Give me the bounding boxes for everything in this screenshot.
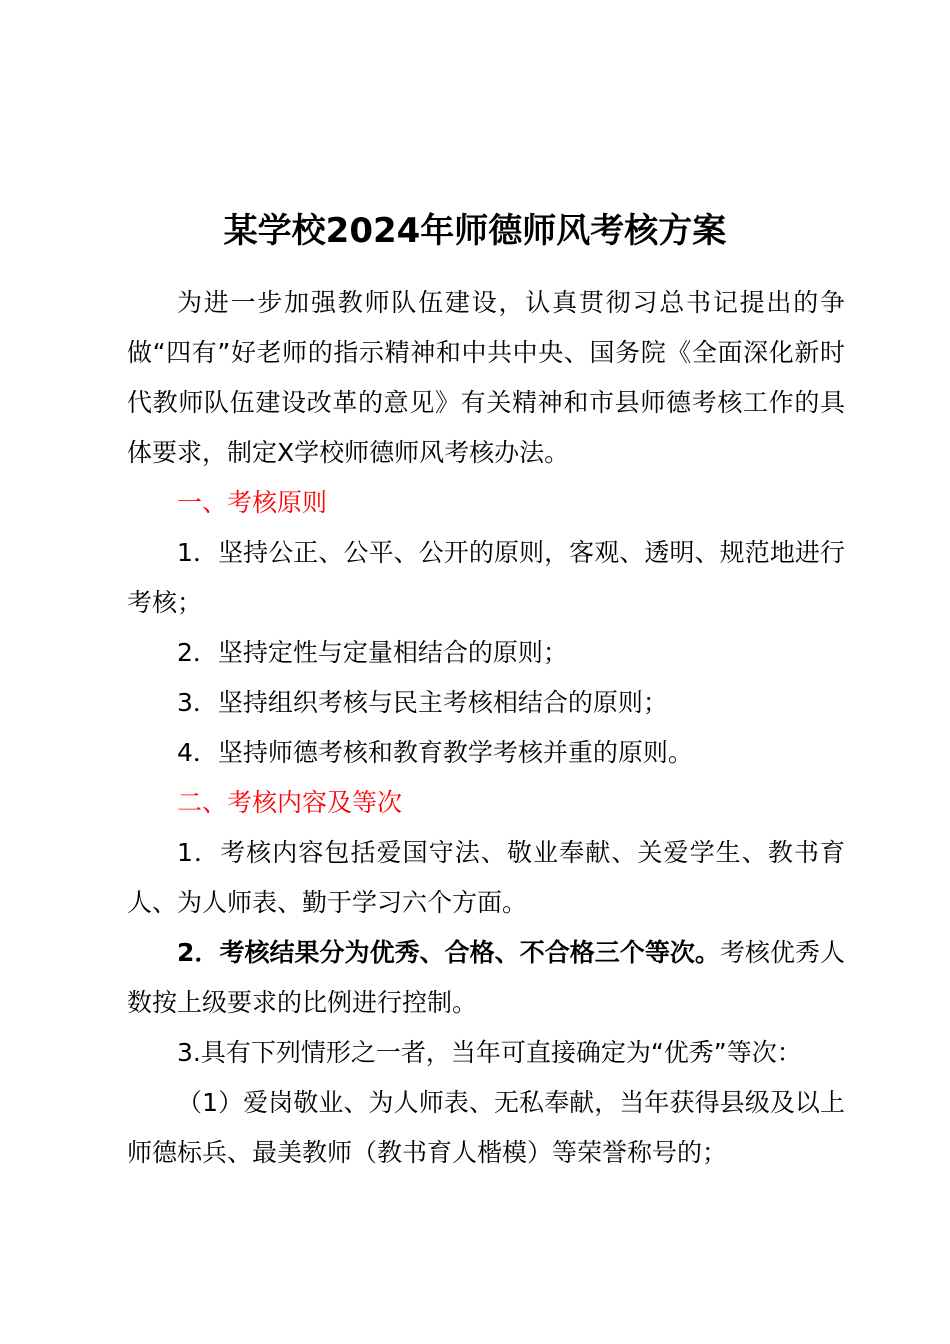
section-1-item-4: 4．坚持师德考核和教育教学考核并重的原则。 xyxy=(177,738,693,767)
section-2-item-1: 1．考核内容包括爱国守法、敬业奉献、关爱学生、教书育人、为人师表、勤于学习六个方面。 xyxy=(127,838,845,917)
section-2-item-2 xyxy=(127,928,845,1028)
section-1-item-2: 2．坚持定性与定量相结合的原则； xyxy=(177,638,568,667)
section-1-item-3: 3．坚持组织考核与民主考核相结合的原则； xyxy=(177,688,668,717)
document-title: 某学校2024年师德师风考核方案 xyxy=(223,211,727,251)
document-body xyxy=(127,278,845,1178)
section-2-sub-item-1: （1）爱岗敬业、为人师表、无私奉献，当年获得县级及以上师德标兵、最美教师（教书育人楷模）等荣誉称号的； xyxy=(127,1088,845,1167)
section-1-item-1: 1．坚持公正、公平、公开的原则，客观、透明、规范地进行考核； xyxy=(127,538,845,617)
section-1-heading: 一、考核原则 xyxy=(177,488,328,517)
section-2-item-3: 3.具有下列情形之一者，当年可直接确定为“优秀”等次： xyxy=(177,1038,802,1067)
intro-paragraph: 为进一步加强教师队伍建设，认真贯彻习总书记提出的争做“四有”好老师的指示精神和中共中央、国务院《全面深化新时代教师队伍建设改革的意见》有关精神和市县师德考核工作的具体要求，制定X学校师德师风考核办法。 xyxy=(127,288,845,467)
section-2-item-2-bold: 2．考核结果分为优秀、合格、不合格三个等次。 xyxy=(177,938,720,967)
section-2-item-2-rest: 考核优秀人数按上级要求的比例进行控制。 xyxy=(127,938,845,1017)
section-2-heading: 二、考核内容及等次 xyxy=(177,788,403,817)
